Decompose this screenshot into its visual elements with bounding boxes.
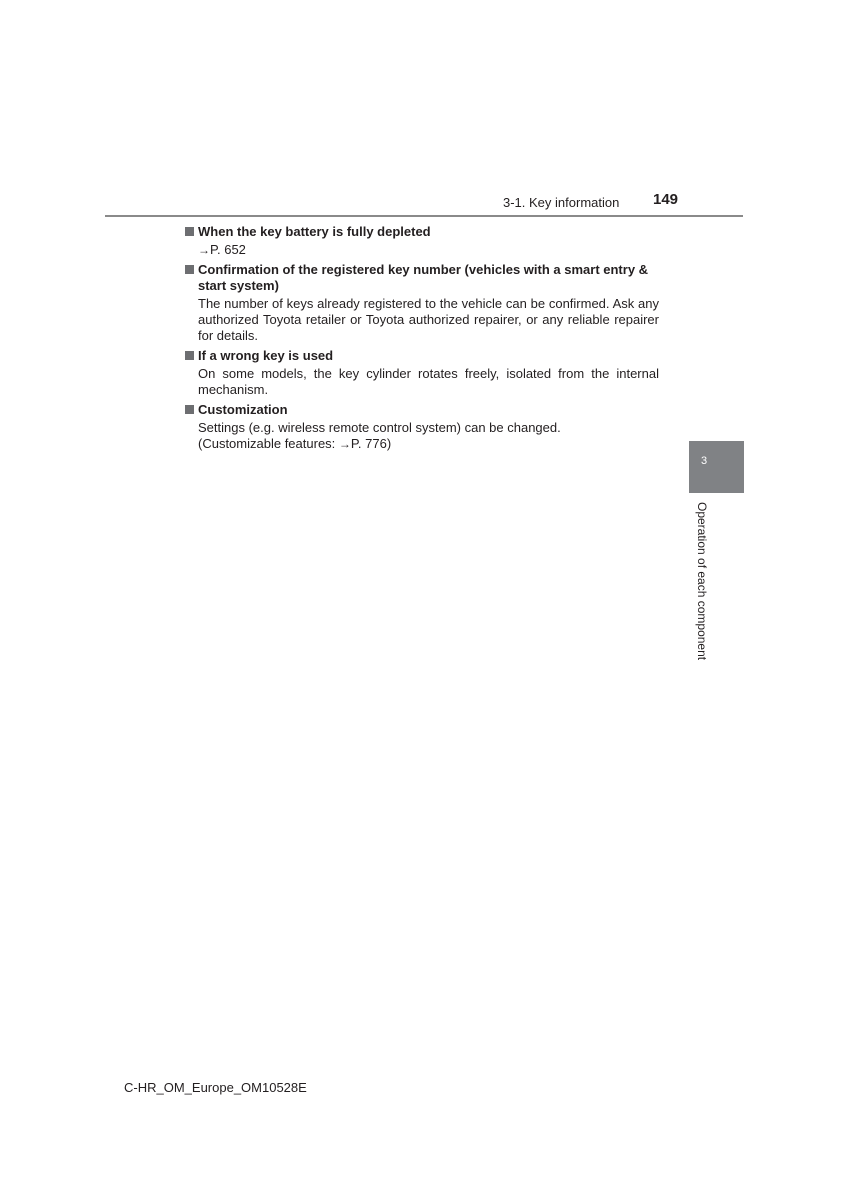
header-section-title: 3-1. Key information: [503, 195, 620, 210]
chapter-tab-label: Operation of each component: [695, 502, 709, 661]
square-bullet-icon: [185, 265, 194, 274]
page-reference-link[interactable]: P. 652: [210, 242, 246, 257]
item-heading: [185, 224, 659, 240]
info-item: [185, 224, 659, 258]
info-item: [185, 348, 659, 398]
item-heading: [185, 402, 659, 418]
item-heading: [185, 262, 659, 294]
item-heading-text: When the key battery is fully depleted: [198, 224, 431, 239]
item-body: On some models, the key cylinder rotates freely, isolated from the internal mechanism.: [198, 366, 659, 397]
square-bullet-icon: [185, 227, 194, 236]
info-item: [185, 402, 659, 452]
chapter-tab[interactable]: [689, 441, 744, 493]
item-body: [185, 420, 659, 452]
item-body-text: (Customizable features:: [198, 436, 339, 451]
item-body-line: [198, 436, 659, 452]
item-heading-text: Confirmation of the registered key number (vehicles with a smart entry & start system): [198, 262, 649, 293]
page-reference-link[interactable]: P. 776): [350, 436, 392, 451]
arrow-icon: →: [198, 243, 210, 257]
document-code: C-HR_OM_Europe_OM10528E: [124, 1080, 307, 1095]
arrow-icon: →: [338, 437, 351, 451]
item-heading-text: If a wrong key is used: [198, 348, 334, 363]
page-content: [185, 224, 659, 456]
square-bullet-icon: [185, 405, 194, 414]
item-heading: [185, 348, 659, 364]
header-rule: [105, 215, 743, 217]
info-item: [185, 262, 659, 344]
chapter-tab-number: 3: [700, 455, 708, 467]
square-bullet-icon: [185, 351, 194, 360]
item-heading-text: Customization: [198, 402, 288, 417]
item-body: The number of keys already registered to the vehicle can be confirmed. Ask any authorized Toyota retailer or Toyota authorized repairer, or any reliable repairer for details.: [198, 296, 659, 343]
page-number: 149: [653, 191, 679, 208]
item-body: [185, 242, 659, 258]
item-body-line: Settings (e.g. wireless remote control system) can be changed.: [198, 420, 561, 435]
